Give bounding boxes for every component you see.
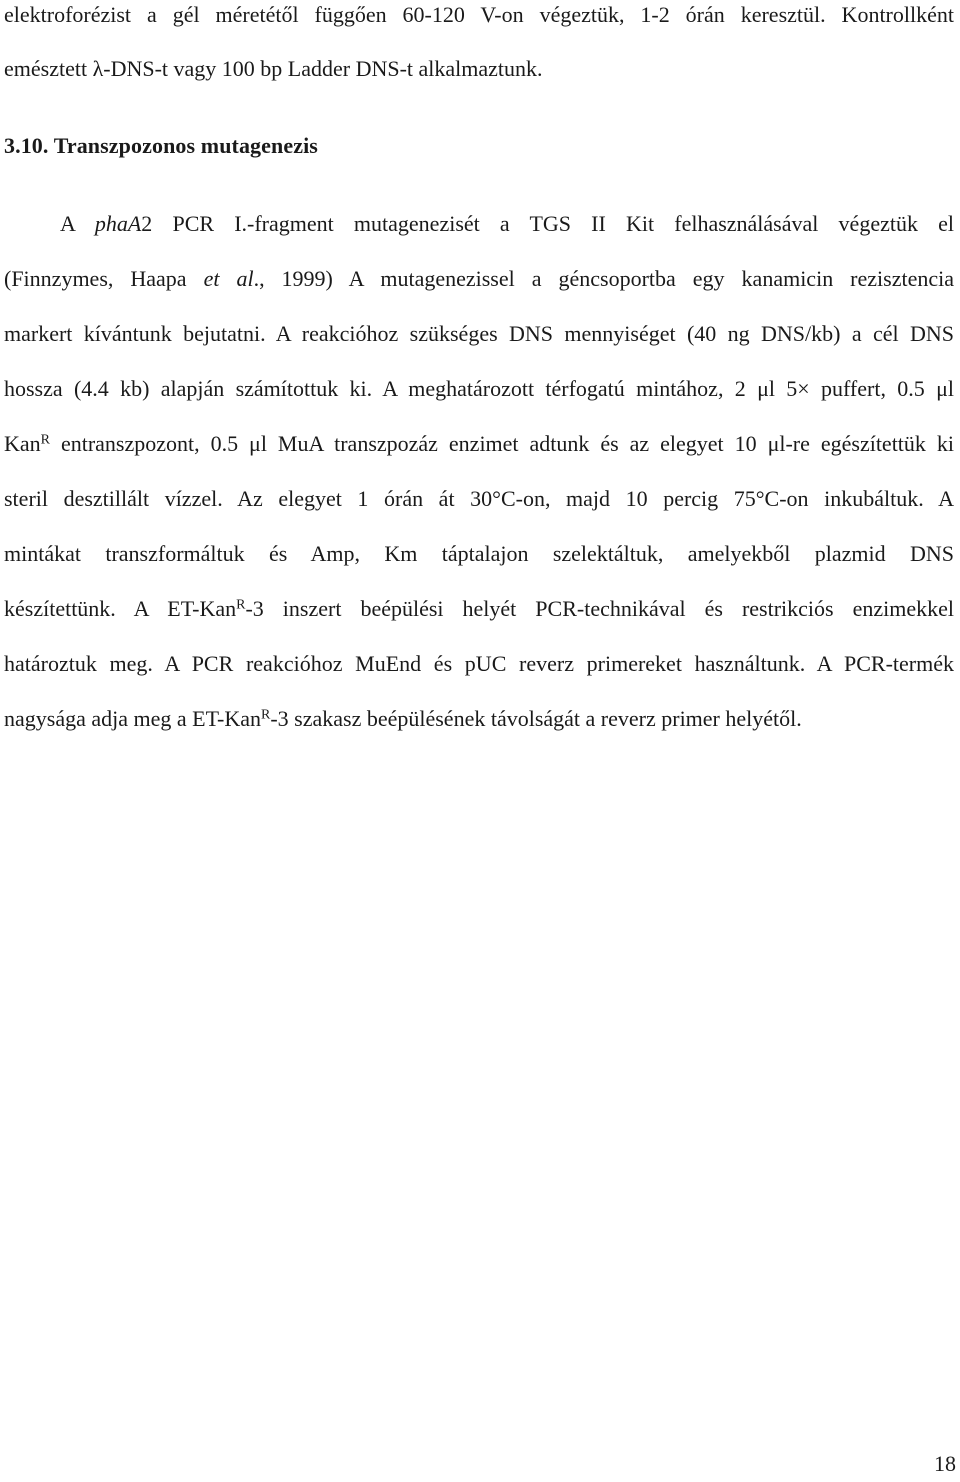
paragraph-line — [4, 541, 954, 567]
paragraph-line — [4, 596, 954, 622]
paragraph-line — [4, 321, 954, 347]
paragraph-line — [4, 486, 954, 512]
text-run: határoztuk meg. A PCR reakcióhoz MuEnd és pUC reverz primereket használtunk. A PCR-termék — [4, 651, 954, 676]
text-run: mintákat transzformáltuk és Amp, Km táptalajon szelektáltuk, amelyekből plazmid DNS — [4, 541, 954, 566]
page-number: 18 — [934, 1451, 956, 1476]
text-run: 2 PCR I.-fragment mutagenezisét a TGS II Kit felhasználásával végeztük el — [141, 211, 954, 236]
text-run: markert kívántunk bejutatni. A reakcióhoz szükséges DNS mennyiséget (40 ng DNS/kb) a cél DNS — [4, 321, 954, 346]
text-run: steril desztillált vízzel. Az elegyet 1 órán át 30°C-on, majd 10 percig 75°C-on inkubáltuk. A — [4, 486, 954, 511]
paragraph-line — [4, 266, 954, 292]
text-run: -3 inszert beépülési helyét PCR-technikával és restrikciós enzimekkel — [245, 596, 954, 621]
paragraph-line — [4, 651, 954, 677]
text-run: (Finnzymes, Haapa — [4, 266, 204, 291]
superscript: R — [40, 432, 50, 448]
text-run: hossza (4.4 kb) alapján számítottuk ki. A meghatározott térfogatú mintához, 2 μl 5× puffert, 0.5 μl — [4, 376, 954, 401]
text-run: ., 1999) A mutagenezissel a géncsoportba egy kanamicin rezisztencia — [253, 266, 954, 291]
text-run: elektroforézist a gél méretétől függően 60-120 V-on végeztük, 1-2 órán keresztül. Kontrollként — [4, 2, 954, 27]
text-run: nagysága adja meg a ET-Kan — [4, 706, 261, 731]
text-run: Kan — [4, 431, 41, 456]
paragraph-line — [60, 211, 954, 237]
text-run: entranszpozont, 0.5 μl MuA transzpozáz enzimet adtunk és az elegyet 10 μl-re egészítettük ki — [50, 431, 954, 456]
paragraph-line — [4, 2, 954, 28]
section-heading: 3.10. Transzpozonos mutagenezis — [4, 133, 318, 158]
superscript: R — [260, 707, 271, 723]
citation-et-al: et al — [203, 266, 254, 291]
superscript: R — [236, 597, 246, 613]
text-run: emésztett λ-DNS-t vagy 100 bp Ladder DNS-t alkalmaztunk. — [4, 56, 543, 81]
text-run: -3 szakasz beépülésének távolságát a reverz primer helyétől. — [270, 706, 802, 731]
paragraph-line — [4, 706, 954, 732]
paragraph-line — [4, 56, 954, 82]
paragraph-line — [4, 376, 954, 402]
text-run: készítettünk. A ET-Kan — [4, 596, 237, 621]
paragraph-line — [4, 431, 954, 457]
gene-name: phaA — [94, 211, 142, 236]
text-run: A — [60, 211, 95, 236]
